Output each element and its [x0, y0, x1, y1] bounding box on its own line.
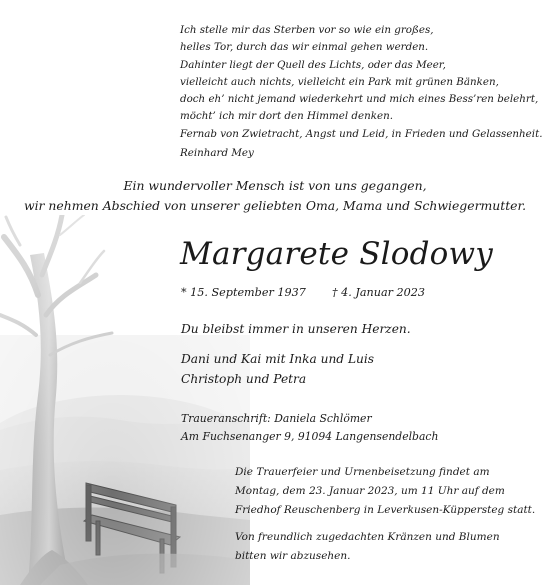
service-line: Montag, dem 23. Januar 2023, um 11 Uhr auf dem — [235, 485, 505, 497]
poem-line: helles Tor, durch das wir einmal gehen werden. — [180, 41, 429, 54]
poem-line: vielleicht auch nichts, vielleicht ein Park mit grünen Bänken, — [180, 75, 499, 88]
life-dates — [181, 286, 425, 299]
mourners — [181, 349, 374, 389]
poem — [180, 22, 543, 162]
mourner-line: Christoph und Petra — [181, 372, 307, 386]
birth-date: * 15. September 1937 — [181, 286, 306, 299]
poem-line: doch eh’ nicht jemand wiederkehrt und mich eines Bess’ren belehrt, — [180, 93, 539, 106]
memorial-message: Du bleibst immer in unseren Herzen. — [181, 322, 411, 336]
intro-line: wir nehmen Abschied von unserer geliebten Oma, Mama und Schwiegermutter. — [23, 198, 527, 213]
poem-line: Ich stelle mir das Sterben vor so wie ein großes, — [180, 24, 434, 36]
service-line: Die Trauerfeier und Urnenbeisetzung findet am — [235, 466, 490, 478]
wreaths-note — [235, 528, 500, 566]
poem-line: Fernab von Zwietracht, Angst und Leid, in Frieden und Gelassenheit. — [180, 127, 543, 140]
deceased-name: Margarete Slodowy — [180, 236, 493, 272]
intro-line: Ein wundervoller Mensch ist von uns gegangen, — [123, 178, 427, 193]
wreaths-line: Von freundlich zugedachten Kränzen und Blumen — [235, 531, 500, 543]
service-line: Friedhof Reuschenberg in Leverkusen-Küppersteg statt. — [235, 504, 536, 516]
wreaths-line: bitten wir abzusehen. — [235, 550, 351, 562]
poem-author: Reinhard Mey — [180, 147, 254, 160]
death-date: † 4. Januar 2023 — [332, 286, 425, 299]
service-info — [235, 463, 535, 520]
poem-line: Dahinter liegt der Quell des Lichts, oder das Meer, — [180, 58, 446, 71]
intro-text — [0, 176, 550, 216]
poem-line: möcht’ ich mir dort den Himmel denken. — [180, 110, 393, 123]
address-line: Am Fuchsenanger 9, 91094 Langensendelbach — [181, 430, 439, 443]
address-line: Traueranschrift: Daniela Schlömer — [181, 412, 372, 425]
mourning-address — [181, 410, 438, 446]
mourner-line: Dani und Kai mit Inka und Luis — [181, 352, 375, 366]
